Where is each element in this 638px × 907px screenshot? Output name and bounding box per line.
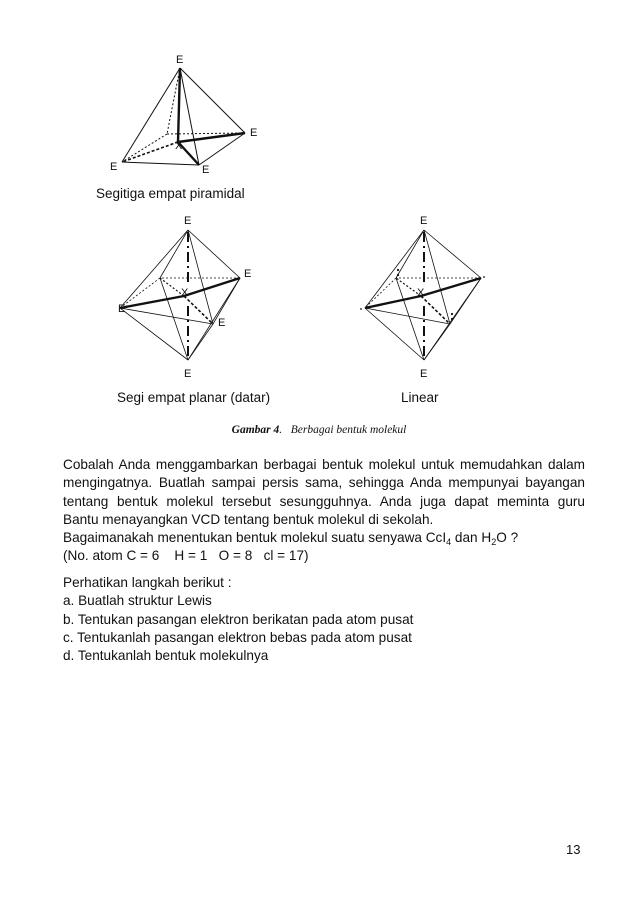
steps-intro: Perhatikan langkah berikut : <box>63 575 232 590</box>
atom-label-top: E <box>184 215 192 227</box>
body-paragraph <box>63 456 585 566</box>
figure-caption <box>0 424 638 436</box>
question-text: O ? <box>496 530 519 546</box>
question-text: Bagaimanakah menentukan bentuk molekul suatu senyawa CcI <box>63 530 447 546</box>
figure-caption-label: Gambar 4 <box>231 424 280 436</box>
paragraph-line: Bantu menayangkan VCD tentang bentuk molekul di sekolah. <box>63 511 434 527</box>
atom-label-left: E <box>118 303 126 315</box>
atom-label-top: E <box>420 215 428 227</box>
figure-square-pyramidal <box>0 0 638 210</box>
atom-label-right: E <box>250 127 258 139</box>
page-number: 13 <box>566 842 581 857</box>
subscript: 4 <box>446 537 452 548</box>
atom-label-right: E <box>244 268 252 280</box>
shape-caption-linear: Linear <box>401 390 439 405</box>
atomic-numbers: (No. atom C = 6 H = 1 O = 8 cl = 17) <box>63 548 309 564</box>
subscript: 2 <box>491 537 497 548</box>
square-pyramidal-diagram <box>0 0 638 210</box>
shape-caption-square-planar: Segi empat planar (datar) <box>117 390 271 405</box>
figure-caption-text: Berbagai bentuk molekul <box>290 424 407 436</box>
atom-label-left: E <box>110 161 118 173</box>
question-text: dan H <box>451 530 492 546</box>
step-item: a. Buatlah struktur Lewis <box>63 593 212 609</box>
step-item: b. Tentukan pasangan elektron berikatan pada atom pusat <box>63 611 414 627</box>
paragraph-line: mengingatnya. Buatlah sampai persis sama, sehingga Anda mempunyai bayangan <box>63 475 585 491</box>
center-label: X <box>175 140 183 152</box>
figure-caption-punct: . <box>279 424 283 436</box>
center-label: X <box>181 287 189 299</box>
shape-caption-square-pyramidal: Segitiga empat piramidal <box>96 186 245 201</box>
center-label: X <box>417 287 425 299</box>
atom-label-front: E <box>202 164 210 176</box>
step-item: c. Tentukanlah pasangan elektron bebas pada atom pusat <box>63 629 412 645</box>
step-item: d. Tentukanlah bentuk molekulnya <box>63 648 269 664</box>
linear-diagram <box>0 210 638 410</box>
paragraph-line: Cobalah Anda menggambarkan berbagai bentuk molekul untuk memudahkan dalam <box>63 457 585 472</box>
paragraph-line: tentang bentuk molekul tersebut sesungguhnya. Anda juga dapat meminta guru <box>63 493 585 509</box>
paragraph-question <box>63 529 585 547</box>
atom-label-front: E <box>218 317 226 329</box>
atom-label-bottom: E <box>420 368 428 380</box>
atom-label-bottom: E <box>184 368 192 380</box>
steps-list <box>63 574 413 665</box>
atom-label-top: E <box>176 54 184 66</box>
figure-square-planar <box>0 210 638 410</box>
